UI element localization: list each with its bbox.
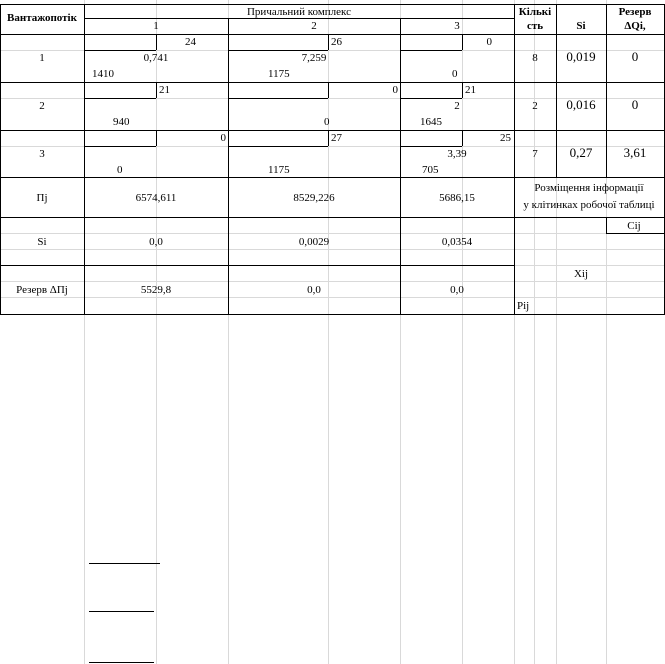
legend-line2: у клітинках робочої таблиці xyxy=(523,199,655,211)
x-value: 2 xyxy=(454,100,460,112)
header-berth-3: 3 xyxy=(454,20,460,32)
header-count-line2: сть xyxy=(526,20,544,32)
x-value: 3,39 xyxy=(447,148,467,160)
border xyxy=(84,50,156,51)
reserve-pj-value: 0,0 xyxy=(450,284,464,296)
grid-line xyxy=(156,0,157,664)
count-value: 8 xyxy=(532,52,538,64)
legend-xij: Xij xyxy=(573,268,589,280)
row-label: 3 xyxy=(39,148,45,160)
border xyxy=(0,4,665,5)
header-berth-2: 2 xyxy=(311,20,317,32)
border xyxy=(84,146,156,147)
border xyxy=(0,82,665,83)
count-value: 2 xyxy=(532,100,538,112)
border xyxy=(84,18,514,19)
border xyxy=(606,4,607,177)
header-count-line1: Кількі xyxy=(518,6,552,18)
p-value: 0 xyxy=(452,68,458,80)
border xyxy=(514,4,515,315)
reserve-value: 3,61 xyxy=(623,145,647,160)
legend-pij: Pij xyxy=(517,300,530,312)
count-value: 7 xyxy=(532,148,538,160)
row-label: 1 xyxy=(39,52,45,64)
border xyxy=(0,314,665,315)
x-value: 7,259 xyxy=(301,52,327,64)
sj-value: 0,0 xyxy=(149,236,163,248)
border xyxy=(462,130,463,146)
border xyxy=(0,217,515,218)
reserve-pj-label: Резерв ΔПj xyxy=(16,284,68,296)
header-cargo-flow: Вантажопотік xyxy=(7,12,77,24)
border xyxy=(156,82,157,98)
border xyxy=(228,146,328,147)
border xyxy=(462,82,463,98)
grid-line xyxy=(328,0,329,664)
border xyxy=(400,98,462,99)
p-value: 705 xyxy=(422,164,439,176)
cost-value: 25 xyxy=(500,132,511,144)
sj-value: 0,0029 xyxy=(298,236,330,248)
sj-label: Si xyxy=(37,236,47,248)
cost-value: 26 xyxy=(331,36,342,48)
grid-line xyxy=(462,0,463,664)
cost-value: 0 xyxy=(392,84,398,96)
border xyxy=(328,34,329,50)
pj-value: 5686,15 xyxy=(439,192,475,204)
p-value: 1410 xyxy=(92,68,114,80)
border xyxy=(84,98,156,99)
border xyxy=(156,34,157,50)
si-value: 0,27 xyxy=(569,145,593,160)
border xyxy=(400,18,401,315)
header-berth-complex: Причальний комплекс xyxy=(246,6,352,18)
cost-value: 27 xyxy=(331,132,342,144)
border xyxy=(228,50,328,51)
grid-line xyxy=(0,281,665,282)
reserve-value: 0 xyxy=(631,49,639,64)
cost-value: 0 xyxy=(220,132,226,144)
cost-value: 21 xyxy=(159,84,170,96)
border xyxy=(228,98,328,99)
p-value: 1175 xyxy=(268,68,290,80)
si-value: 0,019 xyxy=(566,49,596,64)
border xyxy=(0,130,665,131)
legend-line1: Розміщення інформації xyxy=(534,182,644,194)
border xyxy=(606,217,607,233)
grid-line xyxy=(0,233,665,234)
p-value: 0 xyxy=(324,116,330,128)
header-reserve-line2: ΔQi, xyxy=(624,20,646,32)
reserve-pj-value: 5529,8 xyxy=(140,284,172,296)
p-value: 0 xyxy=(117,164,123,176)
pj-value: 8529,226 xyxy=(293,192,335,204)
blank-line xyxy=(89,662,154,663)
p-value: 940 xyxy=(113,116,130,128)
reserve-value: 0 xyxy=(631,97,639,112)
pj-label: Пj xyxy=(36,192,48,204)
header-si: Si xyxy=(576,20,586,32)
border xyxy=(228,18,229,315)
p-value: 1645 xyxy=(420,116,442,128)
row-label: 2 xyxy=(39,100,45,112)
border xyxy=(328,130,329,146)
header-berth-1: 1 xyxy=(153,20,159,32)
border xyxy=(556,4,557,177)
border xyxy=(400,146,462,147)
border xyxy=(514,217,665,218)
border xyxy=(606,233,664,234)
border xyxy=(0,177,665,178)
grid-line xyxy=(0,249,665,250)
blank-line xyxy=(89,611,154,612)
sj-value: 0,0354 xyxy=(441,236,473,248)
si-value: 0,016 xyxy=(566,97,596,112)
border xyxy=(0,4,1,315)
grid-line xyxy=(0,297,665,298)
border xyxy=(400,50,462,51)
border xyxy=(462,34,463,50)
cost-value: 21 xyxy=(465,84,476,96)
pj-value: 6574,611 xyxy=(135,192,177,204)
border xyxy=(328,82,329,98)
reserve-pj-value: 0,0 xyxy=(307,284,321,296)
x-value: 0,741 xyxy=(143,52,169,64)
blank-line xyxy=(89,563,160,564)
p-value: 1175 xyxy=(268,164,290,176)
header-reserve-line1: Резерв xyxy=(618,6,652,18)
border xyxy=(156,130,157,146)
border xyxy=(0,34,665,35)
legend-cij: Cij xyxy=(627,220,641,232)
border xyxy=(0,265,515,266)
cost-value: 24 xyxy=(185,36,196,48)
cost-value: 0 xyxy=(486,36,492,48)
